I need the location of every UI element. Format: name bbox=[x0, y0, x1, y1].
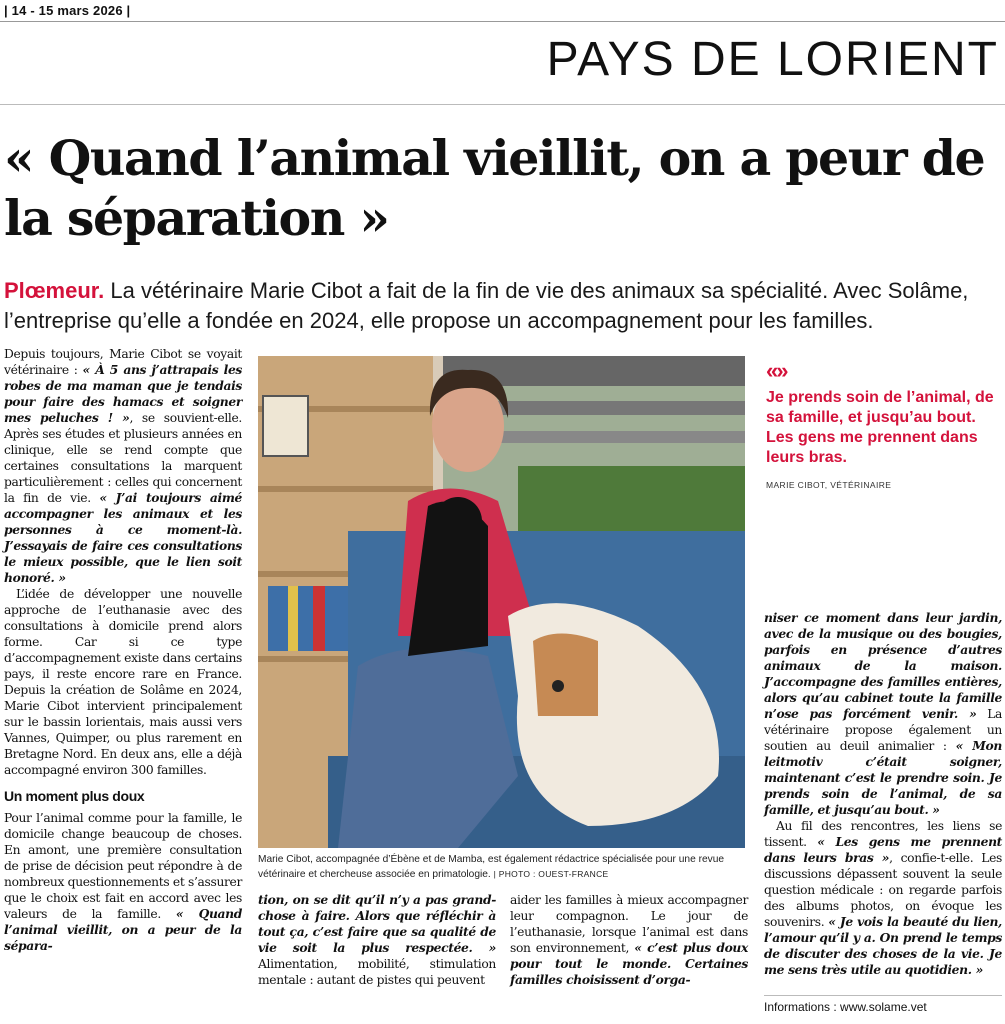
paragraph bbox=[4, 810, 242, 954]
quote-text: « Mon leitmotiv c’était soigner, maintenant c’est le prendre soin. Je prends soin de l’animal, de sa famille, et jusqu’au bout. » bbox=[764, 738, 1002, 817]
quote-text: niser ce moment dans leur jardin, avec de la musique ou des bougies, parfois en présence d’autres animaux de la maison. J’accompagne des familles entières, alors qu’au cabinet toute la famille n’ose pas forcément venir. » bbox=[764, 610, 1002, 721]
quote-text: « Quand l’animal vieillit, on a peur de la sépara- bbox=[4, 906, 242, 953]
caption-text: Marie Cibot, accompagnée d’Ébène et de Mamba, est également rédactrice spécialisée pour une revue vétérinaire et chercheuse associée en primatologie. bbox=[258, 854, 725, 880]
body-text: Depuis toujours, Marie Cibot se voyait vétérinaire : bbox=[4, 347, 242, 377]
body-text: La vétérinaire propose également un soutien au deuil animalier : bbox=[764, 707, 1002, 753]
quote-text: « Je vois la beauté du lien, l’amour qu’il y a. On prend le temps de discuter des choses de la vie. Je me sens très utile au quotidien. » bbox=[764, 914, 1002, 977]
pull-quote bbox=[766, 360, 1002, 490]
body-text: Au fil des rencontres, les liens se tissent. bbox=[764, 819, 1002, 849]
info-line: Informations : www.solame.vet bbox=[764, 1000, 927, 1014]
body-text: Pour l’animal comme pour la famille, le domicile change beaucoup de choses. En amont, une première consultation de prise de décision peut répondre à de nombreux questionnements et s’assurer que le choix est fait en accord avec les valeurs de la famille. bbox=[4, 811, 242, 921]
quote-text: « Les gens me prennent dans leurs bras » bbox=[764, 834, 1002, 865]
photo-illustration bbox=[258, 356, 745, 848]
subheading: Un moment plus doux bbox=[4, 788, 145, 804]
paragraph bbox=[258, 892, 496, 988]
column-4 bbox=[764, 610, 1002, 978]
lead-text: La vétérinaire Marie Cibot a fait de la fin de vie des animaux sa spécialité. Avec Solâme, l’entreprise qu’elle a fondée en 2024, elle propose un accompagnement pour les familles. bbox=[4, 278, 969, 333]
issue-date: | 14 - 15 mars 2026 | bbox=[4, 3, 131, 18]
paragraph: L’idée de développer une nouvelle approche de l’euthanasie avec des consultations à domicile prend alors forme. Car si ce type d’accompagnement existe dans certains pays, il reste encore rare en France. Depuis la création de Solâme en 2024, Marie Cibot intervient principalement sur le bassin lorientais, mais aussi vers Vannes, Quimper, ou plus rarement en Bretagne Nord. En deux ans, elle a déjà accompagné environ 300 familles. bbox=[4, 587, 242, 777]
quote-mark-icon: «» bbox=[766, 358, 787, 383]
body-text: Alimentation, mobilité, stimulation mentale : autant de pistes qui peuvent bbox=[258, 957, 496, 987]
info-rule bbox=[764, 995, 1002, 996]
body-text: , se souvient-elle. Après ses études et plusieurs années en clinique, elle se rend compte que certaines consultations la marquent particulièrement : celles qui concernent la fin de vie. bbox=[4, 411, 242, 505]
column-1 bbox=[4, 346, 242, 954]
pull-quote-author: MARIE CIBOT, VÉTÉRINAIRE bbox=[766, 480, 892, 490]
section-title: PAYS DE LORIENT bbox=[546, 33, 999, 86]
paragraph bbox=[764, 610, 1002, 818]
article-headline: « Quand l’animal vieillit, on a peur de la séparation » bbox=[4, 129, 985, 247]
paragraph bbox=[510, 892, 748, 988]
body-text: , confie-t-elle. Les discussions dépassent souvent la seule question médicale : on regarde parfois des albums photos, on évoque les souvenirs. bbox=[764, 851, 1002, 929]
column-2 bbox=[258, 892, 496, 988]
paragraph bbox=[4, 346, 242, 586]
paragraph bbox=[764, 818, 1002, 978]
article-photo bbox=[258, 356, 745, 848]
quote-text: « À 5 ans j’attrapais les robes de ma maman que je tendais pour faire des hamacs et soigner mes peluches ! » bbox=[4, 362, 242, 425]
photo-caption bbox=[258, 853, 745, 882]
column-3 bbox=[510, 892, 748, 988]
photo-credit: | PHOTO : OUEST-FRANCE bbox=[493, 869, 609, 879]
lead-place: Plœmeur. bbox=[4, 278, 105, 303]
pull-quote-text: Je prends soin de l’animal, de sa famille, et jusqu’au bout. Les gens me prennent dans leurs bras. bbox=[766, 389, 994, 466]
article-lead bbox=[4, 276, 1004, 336]
body-text: aider les familles à mieux accompagner leur compagnon. Le jour de l’euthanasie, lorsque l’animal est dans son environnement, bbox=[510, 893, 748, 955]
top-rule bbox=[0, 21, 1005, 22]
quote-text: tion, on se dit qu’il n’y a pas grand-chose à faire. Alors que réfléchir à tout ça, c’est faire que sa qualité de vie soit la plus respectée. » bbox=[258, 892, 496, 955]
section-rule bbox=[0, 104, 1005, 105]
quote-text: « J’ai toujours aimé accompagner les animaux et les personnes à ce moment-là. J’essayais de faire ces consultations le mieux possible, que le lien soit honoré. » bbox=[4, 490, 242, 585]
quote-text: « c’est plus doux pour tout le monde. Certaines familles choisissent d’orga- bbox=[510, 940, 748, 987]
